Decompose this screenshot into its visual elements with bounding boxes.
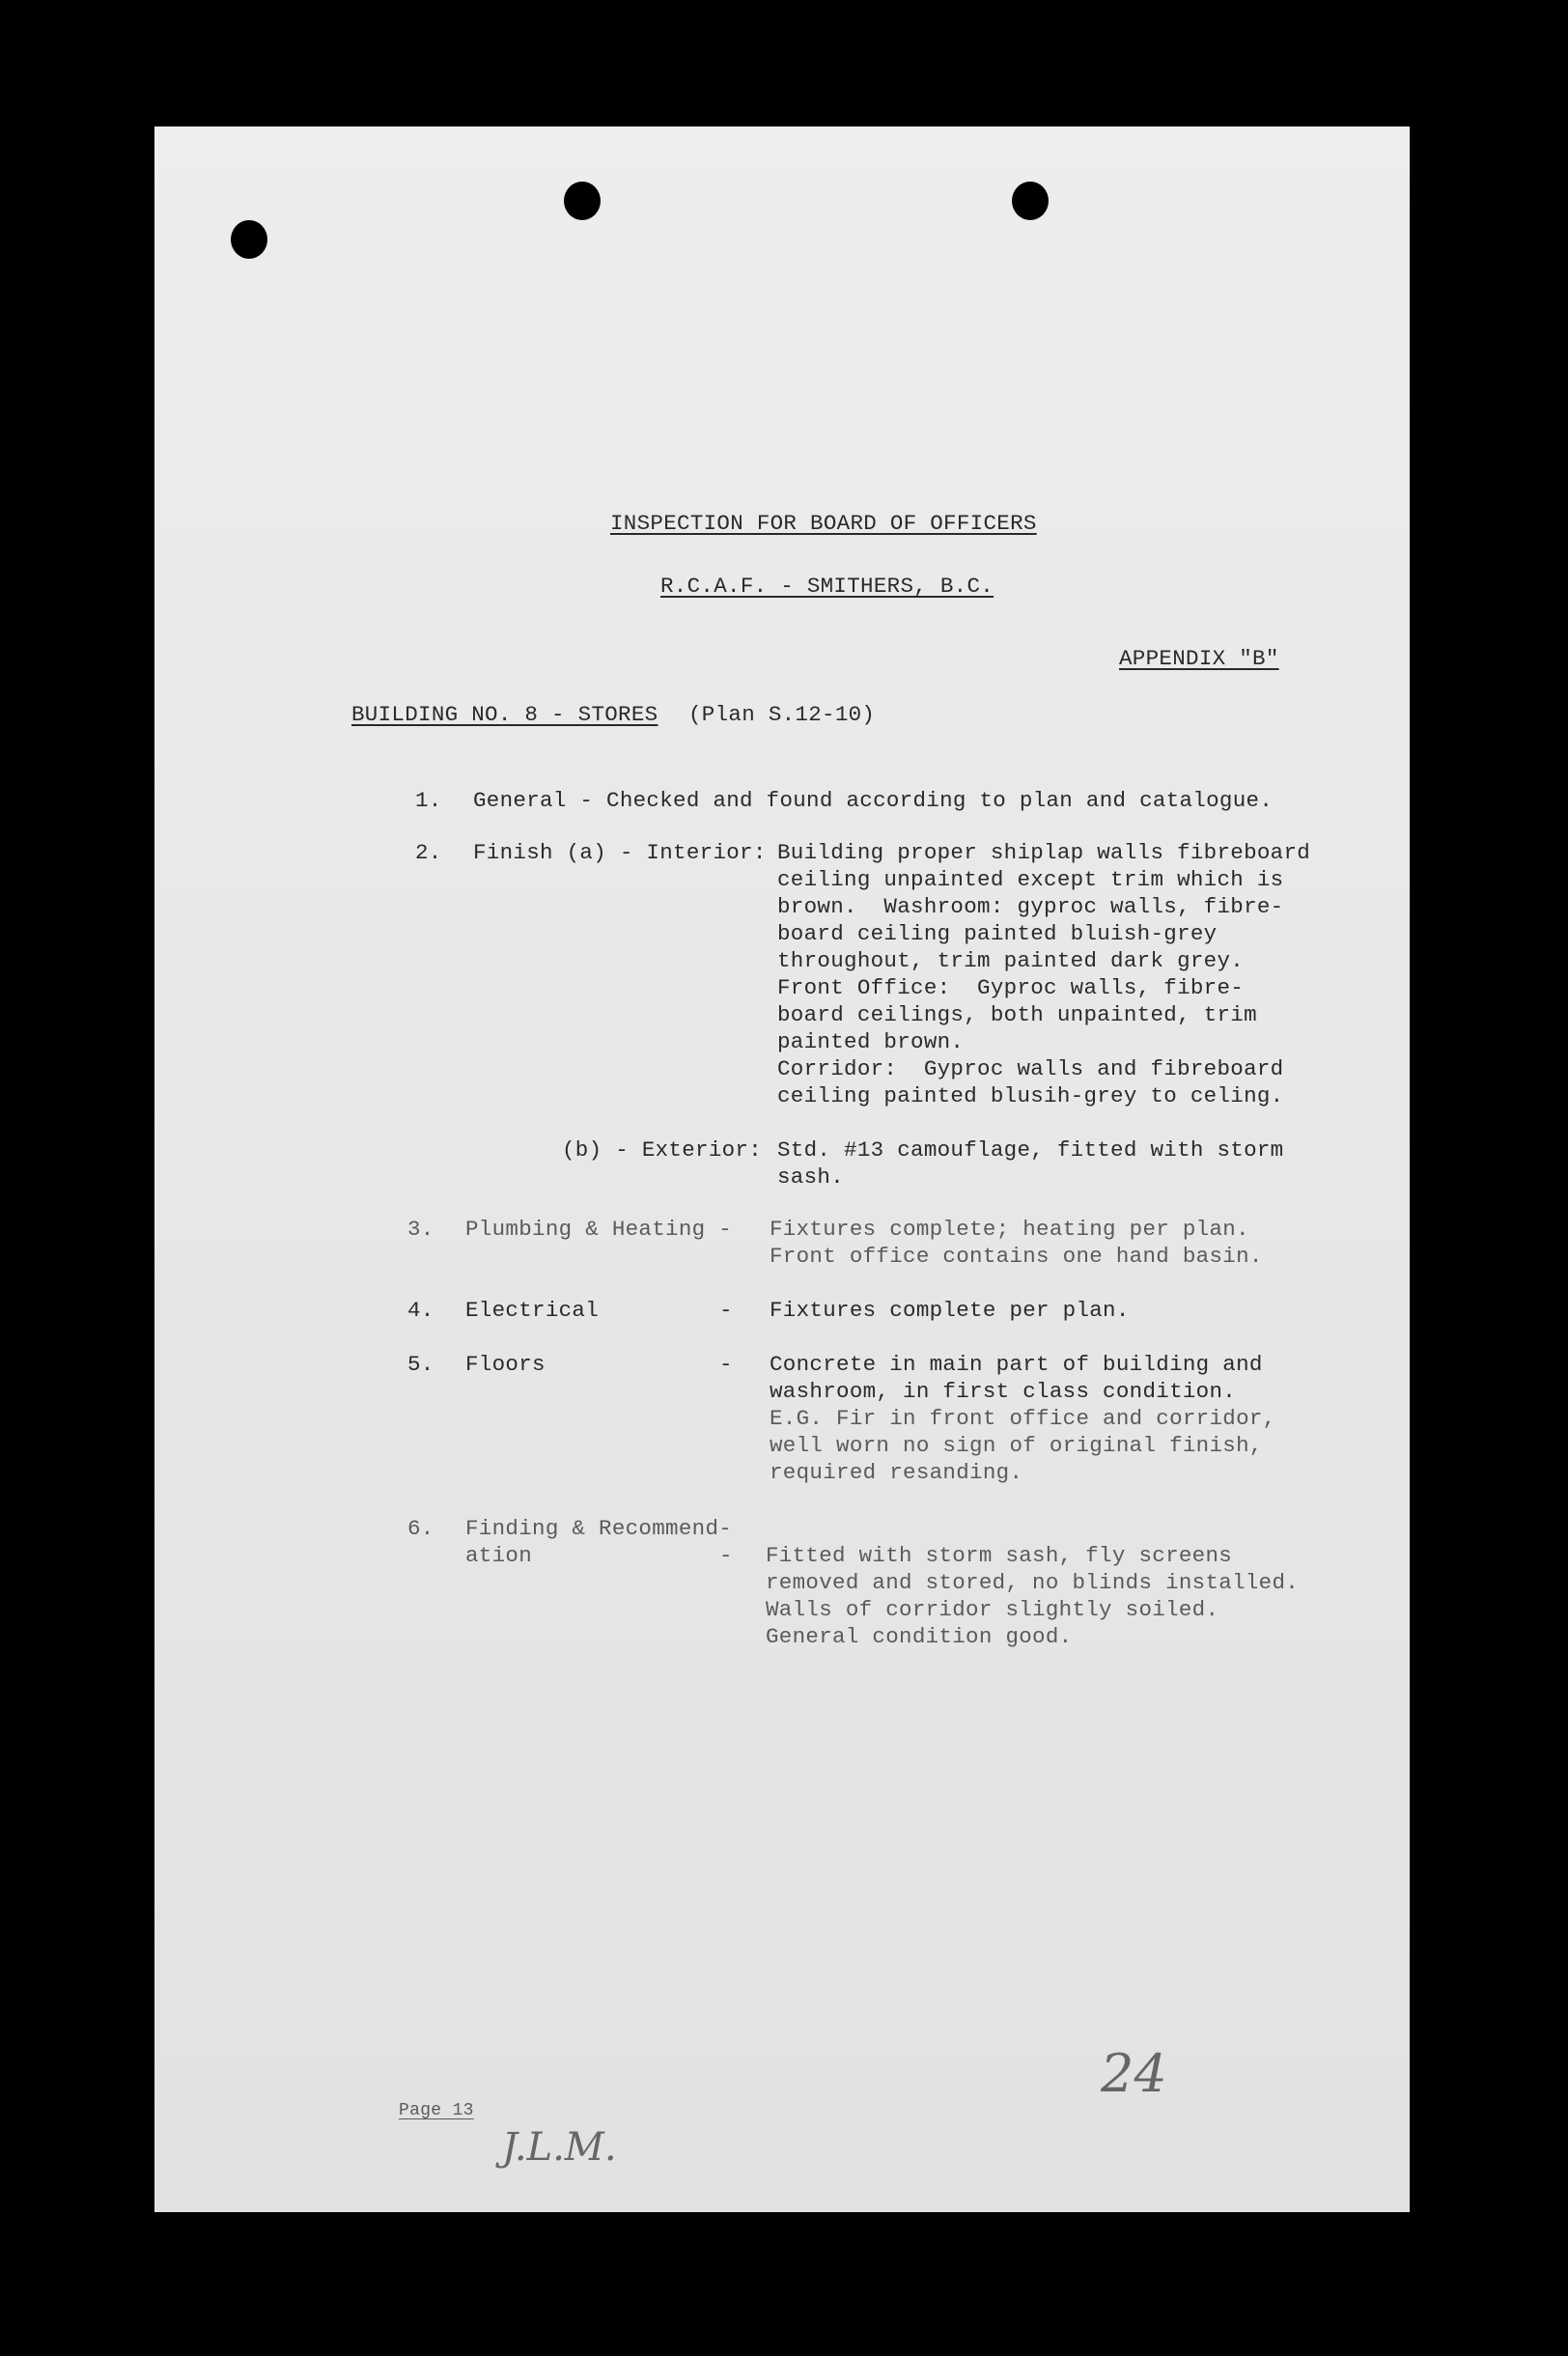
building-plan: (Plan S.12-10) xyxy=(688,702,876,727)
item-3-line: Fixtures complete; heating per plan. xyxy=(770,1217,1249,1242)
item-2a-label: Finish (a) - Interior: xyxy=(473,840,767,865)
item-5-line: E.G. Fir in front office and corridor, xyxy=(770,1406,1276,1431)
item-4-number: 4. xyxy=(407,1298,434,1323)
item-3-line: Front office contains one hand basin. xyxy=(770,1244,1263,1269)
item-5-line: required resanding. xyxy=(770,1460,1023,1485)
item-2a-line: board ceiling painted bluish-grey xyxy=(777,921,1218,946)
item-2a-line: ceiling unpainted except trim which is xyxy=(777,867,1284,892)
item-5-label: Floors xyxy=(465,1352,546,1377)
item-2b-label: (b) - Exterior: xyxy=(562,1137,763,1163)
appendix-label: APPENDIX "B" xyxy=(1119,646,1279,671)
punch-hole-right xyxy=(1012,182,1049,220)
item-4-line: Fixtures complete per plan. xyxy=(770,1298,1130,1323)
item-6-line: Walls of corridor slightly soiled. xyxy=(766,1597,1219,1622)
punch-hole-center xyxy=(564,182,601,220)
punch-hole-left xyxy=(231,220,267,259)
item-2a-line: Front Office: Gyproc walls, fibre- xyxy=(777,975,1245,1000)
document-page xyxy=(154,126,1410,2212)
item-6-number: 6. xyxy=(407,1516,434,1541)
item-4-label: Electrical xyxy=(465,1298,600,1323)
document-title: INSPECTION FOR BOARD OF OFFICERS xyxy=(610,511,1037,536)
item-1-number: 1. xyxy=(415,788,442,813)
page-number: Page 13 xyxy=(399,2101,474,2120)
item-5-dash: - xyxy=(719,1352,733,1377)
item-2a-line: painted brown. xyxy=(777,1029,965,1054)
item-6-label-cont: ation xyxy=(465,1543,533,1568)
item-2a-line: throughout, trim painted dark grey. xyxy=(777,948,1245,973)
handwritten-initials: J.L.M. xyxy=(502,2125,617,2170)
item-6-line: General condition good. xyxy=(766,1624,1073,1649)
item-3-number: 3. xyxy=(407,1217,434,1242)
item-6-line: removed and stored, no blinds installed. xyxy=(766,1570,1300,1595)
item-2a-line: board ceilings, both unpainted, trim xyxy=(777,1002,1257,1027)
item-5-line: well worn no sign of original finish, xyxy=(770,1433,1263,1458)
item-2b-line: Std. #13 camouflage, fitted with storm xyxy=(777,1137,1284,1163)
document-subtitle: R.C.A.F. - SMITHERS, B.C. xyxy=(660,574,994,599)
item-2b-line: sash. xyxy=(777,1164,845,1190)
item-4-dash: - xyxy=(719,1298,733,1323)
item-2a-line: Building proper shiplap walls fibreboard xyxy=(777,840,1311,865)
item-2a-line: brown. Washroom: gyproc walls, fibre- xyxy=(777,894,1284,919)
item-3-label: Plumbing & Heating - xyxy=(465,1217,733,1242)
building-label: BUILDING NO. 8 - STORES xyxy=(351,702,658,727)
item-2-number: 2. xyxy=(415,840,442,865)
item-1-text: General - Checked and found according to plan and catalogue. xyxy=(473,788,1274,813)
item-5-line: Concrete in main part of building and xyxy=(770,1352,1263,1377)
item-6-dash: - xyxy=(719,1543,733,1568)
item-6-line: Fitted with storm sash, fly screens xyxy=(766,1543,1233,1568)
item-2a-line: Corridor: Gyproc walls and fibreboard xyxy=(777,1056,1284,1081)
handwritten-folio: 24 xyxy=(1101,2043,1167,2104)
item-6-label: Finding & Recommend- xyxy=(465,1516,733,1541)
item-5-number: 5. xyxy=(407,1352,434,1377)
item-2a-line: ceiling painted blusih-grey to celing. xyxy=(777,1083,1284,1108)
item-5-line: washroom, in first class condition. xyxy=(770,1379,1237,1404)
